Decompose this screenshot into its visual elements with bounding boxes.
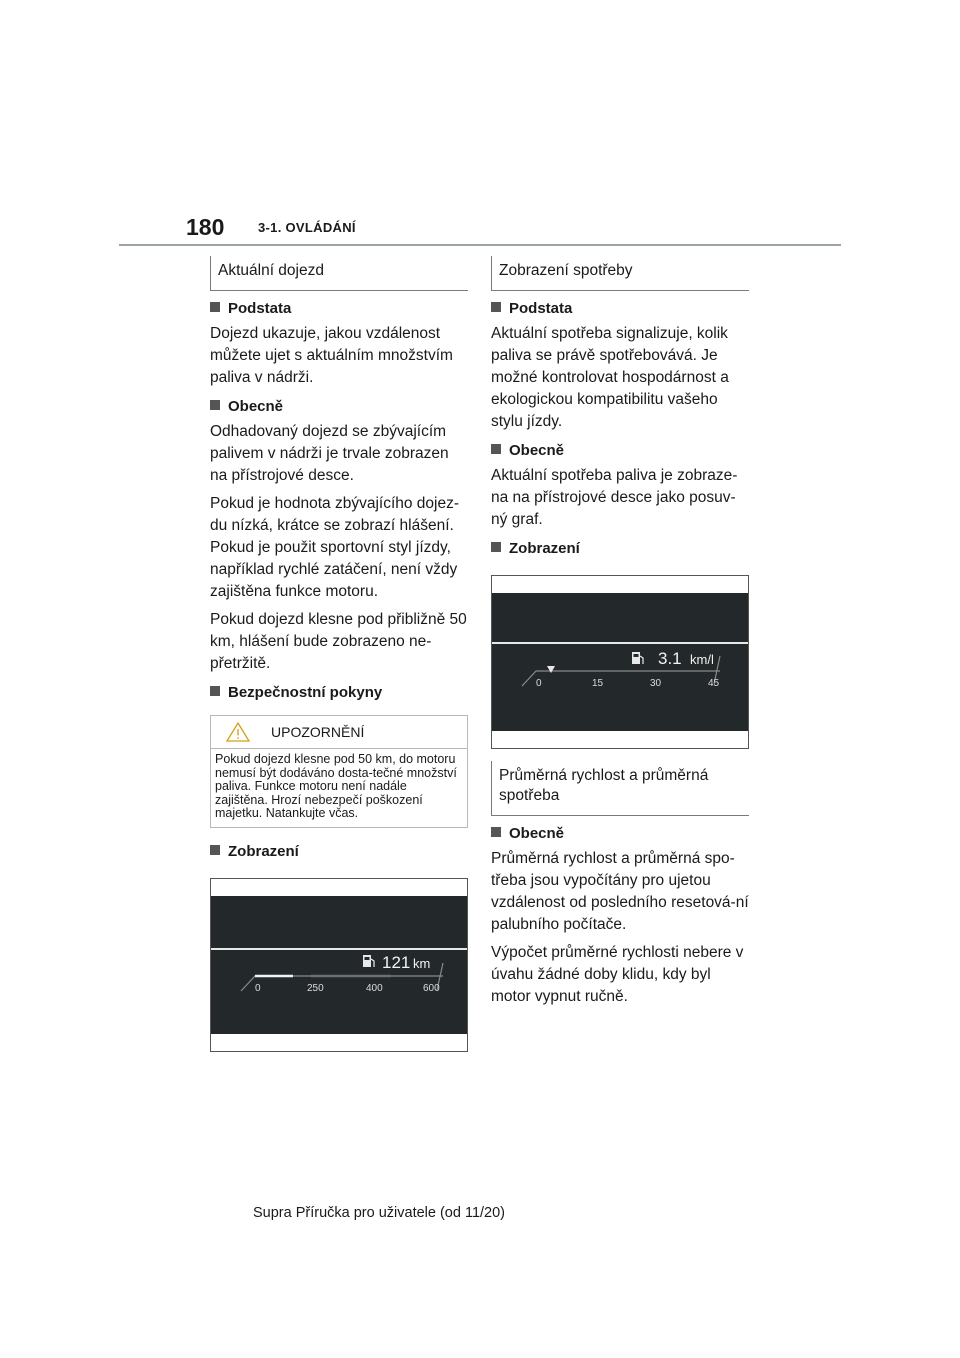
- page-number: 180: [186, 214, 225, 240]
- range-gauge-graphic: [211, 879, 467, 1051]
- bullet-square-icon: [491, 827, 501, 837]
- fuel-pump-icon: [632, 652, 643, 664]
- gauge-tick-label: 15: [592, 678, 604, 689]
- section-title-range: Aktuální dojezd: [210, 256, 468, 291]
- subheading-label: Zobrazení: [228, 842, 299, 860]
- paragraph: Odhadovaný dojezd se zbývajícím palivem v nádrži je trvale zobrazen na přístrojové desce.: [210, 423, 449, 484]
- consumption-display-illustration: [491, 575, 749, 749]
- subheading-label: Bezpečnostní pokyny: [228, 684, 383, 701]
- gauge-tick-label: 30: [650, 678, 662, 689]
- subheading-label: Obecně: [228, 398, 284, 415]
- subheading-label: Podstata: [509, 300, 573, 317]
- paragraph: Pokud je hodnota zbývajícího dojez-du nízká, krátce se zobrazí hlášení. Pokud je použit sportovní styl jízdy, například rychlé zatáčení, není vždy zajištěna funkce motoru.: [210, 495, 460, 600]
- gauge-tick-label: 0: [536, 678, 542, 689]
- gauge-tick-label: 45: [708, 678, 720, 689]
- section-title-consumption: Zobrazení spotřeby: [491, 256, 749, 291]
- subheading-zobrazeni: [210, 842, 468, 862]
- pointer-triangle-icon: [547, 666, 555, 673]
- bullet-square-icon: [210, 845, 220, 855]
- paragraph: Dojezd ukazuje, jakou vzdálenost můžete ujet s aktuálním množstvím paliva v nádrži.: [210, 325, 453, 386]
- subheading-label: Obecně: [509, 442, 565, 459]
- subheading-obecne: [491, 824, 749, 844]
- subheading-podstata: [491, 299, 749, 319]
- chapter-title: 3-1. OVLÁDÁNÍ: [258, 220, 356, 235]
- subheading-obecne: [210, 397, 468, 417]
- subheading-obecne: [491, 441, 749, 461]
- warning-header: [211, 716, 467, 749]
- gauge-tick-label: 250: [307, 982, 324, 994]
- consumption-gauge-graphic: [492, 576, 748, 748]
- page-footer: Supra Příručka pro uživatele (od 11/20): [253, 1205, 506, 1221]
- bullet-square-icon: [491, 542, 501, 552]
- fuel-pump-icon: [363, 955, 374, 967]
- bullet-square-icon: [210, 400, 220, 410]
- header-rule: [119, 244, 841, 246]
- range-unit: km: [413, 955, 431, 971]
- subheading-label: Podstata: [228, 300, 292, 317]
- paragraph: Aktuální spotřeba paliva je zobraze-na na přístrojové desce jako posuv-ný graf.: [491, 467, 738, 528]
- bullet-square-icon: [491, 302, 501, 312]
- subheading-label: Obecně: [509, 825, 565, 842]
- bullet-square-icon: [210, 686, 220, 696]
- range-value: 121: [382, 952, 411, 972]
- left-column: [210, 256, 468, 1052]
- section-title-average: Průměrná rychlost a průměrná spotřeba: [491, 761, 749, 816]
- subheading-safety: [210, 683, 468, 703]
- paragraph: Pokud dojezd klesne pod přibližně 50 km, hlášení bude zobrazeno ne-přetržitě.: [210, 611, 467, 672]
- warning-triangle-icon: [225, 721, 251, 743]
- warning-box: [210, 715, 468, 828]
- bullet-square-icon: [491, 444, 501, 454]
- gauge-tick-label: 0: [255, 982, 261, 994]
- subheading-label: Zobrazení: [509, 540, 580, 557]
- subheading-zobrazeni: [491, 539, 749, 559]
- paragraph: Výpočet průměrné rychlosti nebere v úvahu žádné doby klidu, kdy byl motor vypnut ručně.: [491, 944, 744, 1005]
- warning-title: UPOZORNĚNÍ: [271, 724, 365, 740]
- consumption-unit: km/l: [690, 652, 714, 667]
- bullet-square-icon: [210, 302, 220, 312]
- gauge-tick-label: 600: [423, 982, 440, 994]
- subheading-podstata: [210, 299, 468, 319]
- range-display-illustration: [210, 878, 468, 1052]
- paragraph: Aktuální spotřeba signalizuje, kolik paliva se právě spotřebovává. Je možné kontrolovat hospodárnost a ekologickou kompatibilitu vašeho stylu jízdy.: [491, 325, 729, 430]
- gauge-tick-label: 400: [366, 982, 383, 994]
- paragraph: Průměrná rychlost a průměrná spo-třeba jsou vypočítány pro ujetou vzdálenost od posledního resetová-ní palubního počítače.: [491, 850, 749, 933]
- warning-text: Pokud dojezd klesne pod 50 km, do motoru nemusí být dodáváno dosta-tečné množství paliva. Funkce motoru není nadále zajištěna. Hrozí nebezpečí poškození majetku. Natankujte včas.: [215, 752, 457, 820]
- consumption-value: 3.1: [658, 649, 682, 668]
- right-column: [491, 256, 749, 1014]
